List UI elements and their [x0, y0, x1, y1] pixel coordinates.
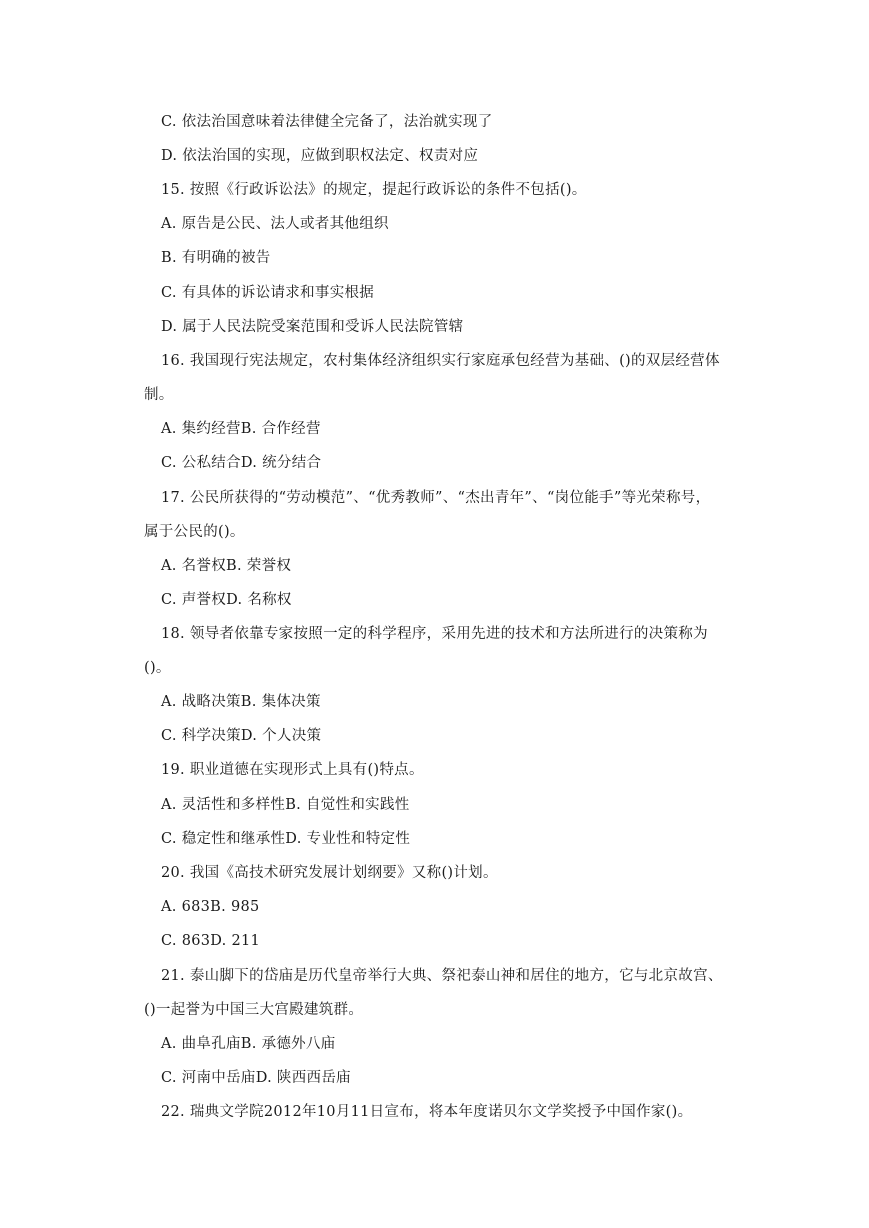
- option-line: A. 集约经营B. 合作经营: [161, 421, 321, 437]
- question-21-continuation: ()一起誉为中国三大宫殿建筑群。: [144, 1002, 364, 1018]
- question-17: 17. 公民所获得的“劳动模范”、“优秀教师”、“杰出青年”、“岗位能手”等光荣称号，: [161, 490, 711, 506]
- option-line: A. 灵活性和多样性B. 自觉性和实践性: [161, 797, 410, 813]
- question-17-continuation: 属于公民的()。: [144, 524, 245, 540]
- option-line: A. 战略决策B. 集体决策: [161, 694, 321, 710]
- option-line: D. 依法治国的实现，应做到职权法定、权责对应: [161, 148, 479, 164]
- option-line: C. 公私结合D. 统分结合: [161, 455, 322, 471]
- question-18-continuation: ()。: [144, 660, 171, 676]
- option-line: A. 曲阜孔庙B. 承德外八庙: [161, 1036, 336, 1052]
- question-20: 20. 我国《高技术研究发展计划纲要》又称()计划。: [161, 865, 498, 881]
- question-16: 16. 我国现行宪法规定，农村集体经济组织实行家庭承包经营为基础、()的双层经营体: [161, 353, 720, 369]
- option-line: A. 名誉权B. 荣誉权: [161, 558, 292, 574]
- option-line: D. 属于人民法院受案范围和受诉人民法院管辖: [161, 319, 464, 335]
- option-line: C. 稳定性和继承性D. 专业性和特定性: [161, 831, 411, 847]
- option-line: C. 河南中岳庙D. 陕西西岳庙: [161, 1070, 351, 1086]
- question-19: 19. 职业道德在实现形式上具有()特点。: [161, 762, 424, 778]
- question-22: 22. 瑞典文学院2012年10月11日宣布，将本年度诺贝尔文学奖授予中国作家()。: [161, 1104, 693, 1120]
- option-line: C. 声誉权D. 名称权: [161, 592, 292, 608]
- option-line: C. 依法治国意味着法律健全完备了，法治就实现了: [161, 114, 493, 130]
- question-16-continuation: 制。: [144, 387, 174, 403]
- option-line: C. 科学决策D. 个人决策: [161, 728, 322, 744]
- option-line: C. 有具体的诉讼请求和事实根据: [161, 285, 375, 301]
- question-21: 21. 泰山脚下的岱庙是历代皇帝举行大典、祭祀泰山神和居住的地方，它与北京故宫、: [161, 968, 723, 984]
- question-18: 18. 领导者依靠专家按照一定的科学程序，采用先进的技术和方法所进行的决策称为: [161, 626, 708, 642]
- option-line: A. 683B. 985: [161, 899, 260, 915]
- question-15: 15. 按照《行政诉讼法》的规定，提起行政诉讼的条件不包括()。: [161, 182, 587, 198]
- option-line: A. 原告是公民、法人或者其他组织: [161, 216, 389, 232]
- option-line: B. 有明确的被告: [161, 250, 271, 266]
- option-line: C. 863D. 211: [161, 933, 261, 949]
